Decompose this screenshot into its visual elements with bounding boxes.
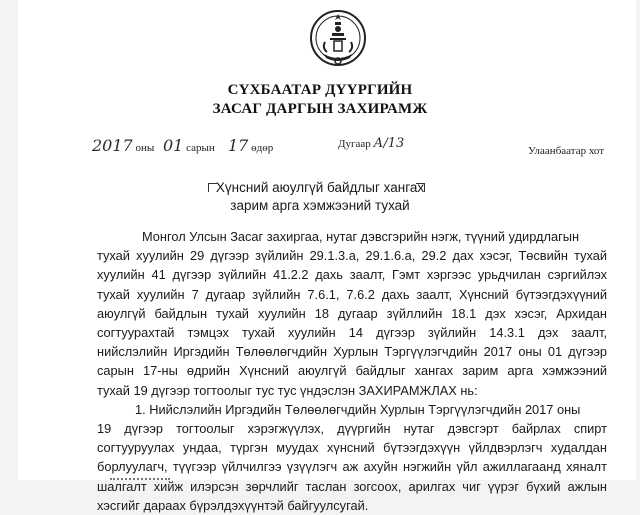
number-label: Дугаар [338,138,371,150]
year-suffix: оны [135,142,155,154]
body-line: аюулгүй байдлын тухай хуулийн 18 дугаар зүйллийн 18.1 дэх хэсэг, Архидан [97,305,607,321]
date-month [163,136,215,155]
body-line: шалгалт хийж илэрсэн зөрчлийг таслан зогсоох, арилгах чиг үүрэг бүхий ажлын [97,478,607,494]
soyombo-state-emblem-icon [308,6,368,72]
body-line: сарын 17-ны өдрийн Хүнсний аюулгүй байдлыг хангах зарим арга хэмжээний [97,363,607,379]
decree-body [97,227,607,515]
decree-number [338,136,404,151]
day-handwritten: 17 [228,136,249,155]
year-handwritten: 2017 [92,136,133,155]
body-line: тухай 19 дүгээр тогтоолыг тус тус үндэслэн ЗАХИРАМЖЛАХ нь: [97,382,478,398]
body-line: хуулийн 41 дүгээр зүйлийн 41.2.2 дахь заалт, Гэмт хэргээс урьдчилан сэргийлэх [97,267,607,283]
subject-line-2: зарим арга хэмжээний тухай [230,198,410,213]
body-line: тухай хуулийн 7 дугаар зүйлийн 7.6.1, 7.6.2 дахь заалт, Хүнсний бүтээгдэхүүний [97,286,607,302]
month-suffix: сарын [186,142,215,154]
body-line: хэсгийг дараах бүрэлдэхүүнтэй байгуулсугай. [97,497,369,513]
month-handwritten: 01 [163,136,184,155]
subject-line-1: Хүнсний аюулгүй байдлыг хангах [215,180,425,195]
date-year [92,136,154,155]
issuer-line-1: СҮХБААТАР ДҮҮРГИЙН [227,82,413,98]
body-line: согтууруулах ундаа, түргэн муудах хүнсний бүтээгдэхүүн үйлдвэрлэгч худалдан [97,440,607,456]
body-line: тухай хуулийн 29 дүгээр зүйлийн 29.1.3.а, 29.1.6.а, 29.2 дах хэсэг, Төсвийн тухай [97,248,607,264]
body-line: согтуурахтай тэмцэх тухай хуулийн 14 дүгээр зүйлийн 14.3.1 дэх заалт, [97,325,607,341]
body-line: 1. Нийслэлийн Иргэдийн Төлөөлөгчдийн Хурлын Тэргүүлэгчдийн 2017 оны [135,401,581,417]
body-line: нийслэлийн Иргэдийн Төлөөлөгчдийн Хурлын Тэргүүлэгчдийн 2017 оны 01 дүгээр [97,344,607,360]
body-line: Монгол Улсын Засаг захиргаа, нутаг дэвсгэрийн нэгж, түүний удирдлагын [142,229,580,244]
body-line: 19 дүгээр тогтоолыг хэрэгжүүлэх, дүүргийн нутаг дэвсгэрт байрлах спирт [97,421,607,437]
cropped-next-line [110,466,170,480]
city-label: Улаанбаатар хот [528,145,605,157]
number-handwritten: А/13 [373,136,405,151]
day-suffix: өдөр [251,142,274,154]
document-type-title: ЗАСАГ ДАРГЫН ЗАХИРАМЖ [212,101,428,117]
body-line: борлуулагч, түүгээр үйлчилгээ үзүүлэгч аж ахуйн нэгжийн үйл ажиллагаанд хяналт [97,459,607,475]
date-day [228,136,273,155]
